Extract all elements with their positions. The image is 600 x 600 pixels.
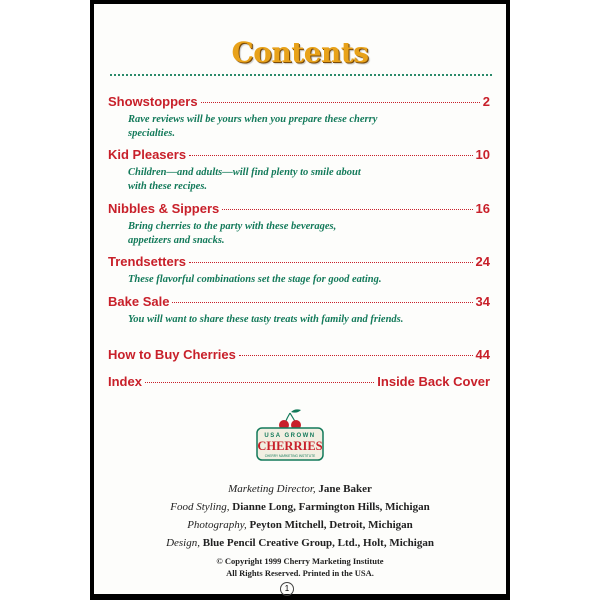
toc-description: Children—and adults—will find plenty to smile about with these recipes.: [128, 167, 361, 192]
logo-top-text: USA GROWN: [264, 433, 316, 439]
toc-leader: [189, 262, 472, 263]
toc-page: 24: [475, 254, 490, 269]
toc-page: 16: [475, 201, 490, 216]
toc-entry-how-to-buy[interactable]: [108, 347, 490, 362]
page-frame: [90, 0, 510, 600]
leaf-icon: [291, 409, 301, 412]
rights-line: All Rights Reserved. Printed in the USA.: [226, 568, 374, 578]
credit-line: [94, 534, 506, 552]
toc-label[interactable]: Kid Pleasers: [108, 147, 187, 162]
toc-entry-index[interactable]: [108, 374, 490, 389]
credit-role: Marketing Director,: [228, 483, 316, 495]
toc-label[interactable]: Nibbles & Sippers: [108, 201, 220, 216]
toc-entry-showstoppers[interactable]: [108, 94, 490, 141]
logo-sub-text: CHERRY MARKETING INSTITUTE: [264, 454, 316, 458]
toc-entry-kid-pleasers[interactable]: [108, 147, 490, 194]
toc-leader: [222, 209, 472, 210]
credit-line: [94, 498, 506, 516]
page-number: 1: [280, 582, 294, 596]
credit-role: Food Styling,: [170, 501, 230, 513]
toc-description: Rave reviews will be yours when you prepare these cherry specialties.: [128, 114, 378, 139]
toc-description: These flavorful combinations set the stage for good eating.: [128, 274, 382, 285]
toc-label[interactable]: How to Buy Cherries: [108, 347, 236, 362]
copyright-block: [94, 555, 506, 579]
credit-name: Dianne Long, Farmington Hills, Michigan: [232, 501, 430, 513]
credit-name: Peyton Mitchell, Detroit, Michigan: [249, 519, 413, 531]
toc-page: Inside Back Cover: [377, 374, 490, 389]
toc-leader: [189, 155, 472, 156]
toc-page: 34: [475, 294, 490, 309]
toc-label[interactable]: Index: [108, 374, 142, 389]
toc-page: 10: [475, 147, 490, 162]
toc-page: 44: [475, 347, 490, 362]
copyright-line: © Copyright 1999 Cherry Marketing Institute: [216, 556, 384, 566]
page-title: Contents: [231, 36, 369, 69]
toc-description: Bring cherries to the party with these beverages, appetizers and snacks.: [128, 221, 337, 246]
toc-leader: [172, 302, 472, 303]
toc-leader: [201, 102, 480, 103]
credit-name: Jane Baker: [318, 483, 372, 495]
toc-label[interactable]: Showstoppers: [108, 94, 198, 109]
toc-page: 2: [482, 94, 490, 109]
usa-grown-cherries-logo: [254, 408, 326, 468]
toc-entry-trendsetters[interactable]: [108, 254, 490, 287]
toc-leader: [145, 382, 374, 383]
credit-role: Design,: [166, 537, 200, 549]
toc-label[interactable]: Bake Sale: [108, 294, 170, 309]
toc-leader: [239, 355, 473, 356]
credit-name: Blue Pencil Creative Group, Ltd., Holt, Michigan: [202, 537, 434, 549]
toc-entry-bake-sale[interactable]: [108, 294, 490, 327]
document-page: [94, 4, 506, 594]
credit-line: [94, 516, 506, 534]
credits-block: [94, 480, 506, 552]
credit-line: [94, 480, 506, 498]
logo-main-text: CHERRIES: [257, 439, 323, 453]
toc-entry-nibbles-sippers[interactable]: [108, 201, 490, 248]
credit-role: Photography,: [187, 519, 247, 531]
title-divider: [110, 74, 492, 76]
toc-description: You will want to share these tasty treats with family and friends.: [128, 314, 404, 325]
toc-label[interactable]: Trendsetters: [108, 254, 187, 269]
